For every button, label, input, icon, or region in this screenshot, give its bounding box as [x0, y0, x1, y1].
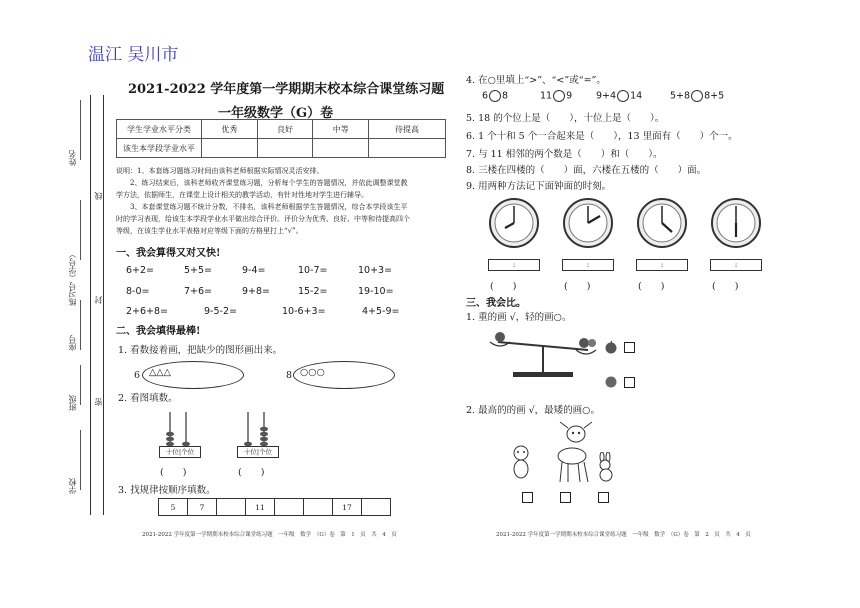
- tens-label: 十位: [165, 448, 179, 456]
- q1-number-a: 6: [134, 370, 141, 381]
- clock-answer[interactable]: ( ): [490, 281, 517, 292]
- calc-item: 15-2=: [298, 286, 328, 297]
- orange-icon: [604, 375, 618, 389]
- calc-item: 9-5-2=: [204, 306, 237, 317]
- ones-label: 个位: [181, 448, 195, 456]
- note-line: 学方法，依据师生，在课堂上设计相关的教学活动，有针对性地对学生进行辅导。: [116, 191, 368, 199]
- compare-item: [540, 90, 572, 102]
- abacus-label-box: 十位|个位: [237, 446, 279, 458]
- clock-icon: [636, 197, 688, 249]
- section2-heading: 二、我会填得最棒!: [116, 326, 201, 337]
- level-cell[interactable]: [313, 139, 369, 158]
- q1-ellipse-a[interactable]: [142, 361, 244, 389]
- question-9: 9. 用两种方法记下面钟面的时刻。: [466, 181, 612, 192]
- binding-char-seal: 封: [94, 296, 103, 304]
- digital-time-box[interactable]: :: [562, 259, 614, 271]
- clock-answer[interactable]: ( ): [564, 281, 591, 292]
- circle-shapes: ○○○: [300, 367, 325, 378]
- seq-cell-blank[interactable]: [361, 498, 391, 516]
- note-line: 说明：1、本套练习题练习时间由该科老师根据实际情况灵活安排。: [116, 167, 324, 175]
- answer-square[interactable]: [560, 492, 571, 503]
- binding-line-inner: [103, 95, 104, 515]
- handwritten-note: 温江 吴川市: [88, 45, 179, 65]
- calc-item: 9+8=: [242, 286, 271, 297]
- binding-char-secret: 密: [94, 398, 103, 406]
- compare-item: [482, 90, 508, 102]
- binding-margin: [0, 0, 110, 608]
- compare-item: [670, 90, 724, 102]
- compare-left: 6: [482, 90, 489, 102]
- rabbit-icon: [594, 452, 618, 482]
- level-excellent: 优秀: [202, 120, 258, 139]
- clock-icon: [710, 197, 762, 249]
- level-table-header: 学生学业水平分类: [117, 120, 202, 139]
- clock-icon: [488, 197, 540, 249]
- level-table: [116, 119, 446, 158]
- abacus-label-box: 十位|个位: [159, 446, 201, 458]
- section3-heading: 三、我会比。: [466, 298, 526, 309]
- compare-right: 14: [630, 90, 643, 102]
- calc-item: 19-10=: [358, 286, 394, 297]
- clock-icon: [562, 197, 614, 249]
- compare-circle[interactable]: [553, 90, 565, 102]
- calc-item: 5+5=: [184, 265, 213, 276]
- question-8: 8. 三楼在四楼的（ ）面，六楼在五楼的（ ）面。: [466, 165, 707, 176]
- sequence-row: [159, 498, 419, 516]
- seat-label: 座号: [68, 335, 77, 351]
- question-5: 5. 18 的个位上是（ ），十位上是（ ）。: [466, 113, 665, 124]
- seq-cell: 17: [332, 498, 362, 516]
- question-6: 6. 1 个十和 5 个一合起来是（ ），13 里面有（ ）个一。: [466, 131, 738, 142]
- binding-char-line: 线: [94, 192, 103, 200]
- calc-item: 10-7=: [298, 265, 328, 276]
- calc-item: 9-4=: [242, 265, 266, 276]
- calc-item: 6+2=: [126, 265, 155, 276]
- digital-time-box[interactable]: :: [710, 259, 762, 271]
- compare-left: 11: [540, 90, 553, 102]
- deer-icon: [548, 420, 598, 486]
- note-line: 2、练习结束后，该科老师收齐课堂练习题，分析每个学生的答题情况，并依此调整课堂教: [130, 179, 408, 187]
- compare-right: 8+5: [704, 90, 725, 102]
- instructions: [116, 165, 451, 237]
- digital-time-box[interactable]: :: [488, 259, 540, 271]
- question-4: 4. 在○里填上“>”、“<”或“=”。: [466, 75, 606, 86]
- note-line: 时的学习表现，给该生本学段学业水平做出综合评价。评价分为优秀、良好、中等和待提高四个: [116, 215, 410, 223]
- apple-icon: [604, 340, 618, 354]
- level-cell[interactable]: [202, 139, 258, 158]
- monkey-icon: [506, 443, 536, 483]
- tens-label: 十位: [243, 448, 257, 456]
- compare-circle[interactable]: [691, 90, 703, 102]
- binding-line: [90, 95, 91, 515]
- level-row-label: 该生本学段学业水平: [117, 139, 202, 158]
- triangle-shapes: △△△: [149, 367, 171, 378]
- name-label: 姓名: [68, 150, 77, 166]
- ones-label: 个位: [259, 448, 273, 456]
- answer-square[interactable]: [598, 492, 609, 503]
- level-medium: 中等: [313, 120, 369, 139]
- balance-scale-icon: [488, 328, 598, 380]
- question-7: 7. 与 11 相邻的两个数是（ ）和（ ）。: [466, 149, 663, 160]
- answer-square[interactable]: [624, 377, 635, 388]
- page1-footer: 2021-2022 学年度第一学期期末校本综合课堂练习题 一年级 数学 （G）卷 第 1 页 共 4 页: [142, 532, 397, 538]
- level-improve: 待提高: [369, 120, 446, 139]
- school-label: 学校: [68, 478, 77, 494]
- note-line: 等级，在该生学业水平表格对应等级下面的方格里打上“√”。: [116, 227, 303, 235]
- page1-title: 2021-2022 学年度第一学期期末校本综合课堂练习题: [128, 82, 445, 97]
- compare-circle[interactable]: [489, 90, 501, 102]
- class-label: 班级: [68, 395, 77, 411]
- abacus-answer-2[interactable]: ( ): [238, 467, 265, 478]
- compare-right: 8: [502, 90, 509, 102]
- digital-time-box[interactable]: :: [636, 259, 688, 271]
- seq-cell-blank[interactable]: [303, 498, 333, 516]
- calc-item: 10-6+3=: [282, 306, 326, 317]
- level-good: 良好: [257, 120, 313, 139]
- page1-subtitle: 一年级数学（G）卷: [218, 106, 334, 121]
- calc-item: 7+6=: [184, 286, 213, 297]
- answer-square[interactable]: [624, 342, 635, 353]
- seq-cell-blank[interactable]: [216, 498, 246, 516]
- q1-ellipse-b[interactable]: [293, 361, 395, 389]
- student-number-label: 练习号（学号）: [68, 250, 77, 306]
- calc-item: 2+6+8=: [126, 306, 169, 317]
- calc-item: 10+3=: [358, 265, 393, 276]
- compare-left: 9+4: [596, 90, 617, 102]
- compare-circle[interactable]: [617, 90, 629, 102]
- seq-cell-blank[interactable]: [274, 498, 304, 516]
- seq-cell: 5: [158, 498, 188, 516]
- calc-item: 4+5-9=: [362, 306, 400, 317]
- answer-square[interactable]: [522, 492, 533, 503]
- section1-heading: 一、我会算得又对又快!: [116, 248, 221, 259]
- compare-right: 9: [566, 90, 573, 102]
- q1-number-b: 8: [286, 370, 293, 381]
- compare-question-1: 1. 重的画 √，轻的画○。: [466, 312, 572, 323]
- clock-answer[interactable]: ( ): [712, 281, 739, 292]
- note-line: 3、本套课堂练习题不统计分数，不排名，该科老师根据学生答题情况，综合本学段该生平: [130, 203, 408, 211]
- question-3: 3. 找规律按顺序填数。: [118, 485, 216, 496]
- question-1: 1. 看数接着画，把缺少的图形画出来。: [118, 345, 283, 356]
- calc-item: 8-0=: [126, 286, 150, 297]
- page2-footer: 2021-2022 学年度第一学期期末校本综合课堂练习题 一年级 数学 （G）卷 第 2 页 共 4 页: [496, 532, 751, 538]
- level-cell[interactable]: [369, 139, 446, 158]
- seq-cell: 11: [245, 498, 275, 516]
- compare-left: 5+8: [670, 90, 691, 102]
- compare-item: [596, 90, 642, 102]
- question-2: 2. 看图填数。: [118, 393, 178, 404]
- seq-cell: 7: [187, 498, 217, 516]
- level-cell[interactable]: [257, 139, 313, 158]
- compare-question-2: 2. 最高的的画 √，最矮的画○。: [466, 405, 600, 416]
- clock-answer[interactable]: ( ): [638, 281, 665, 292]
- abacus-answer-1[interactable]: ( ): [160, 467, 187, 478]
